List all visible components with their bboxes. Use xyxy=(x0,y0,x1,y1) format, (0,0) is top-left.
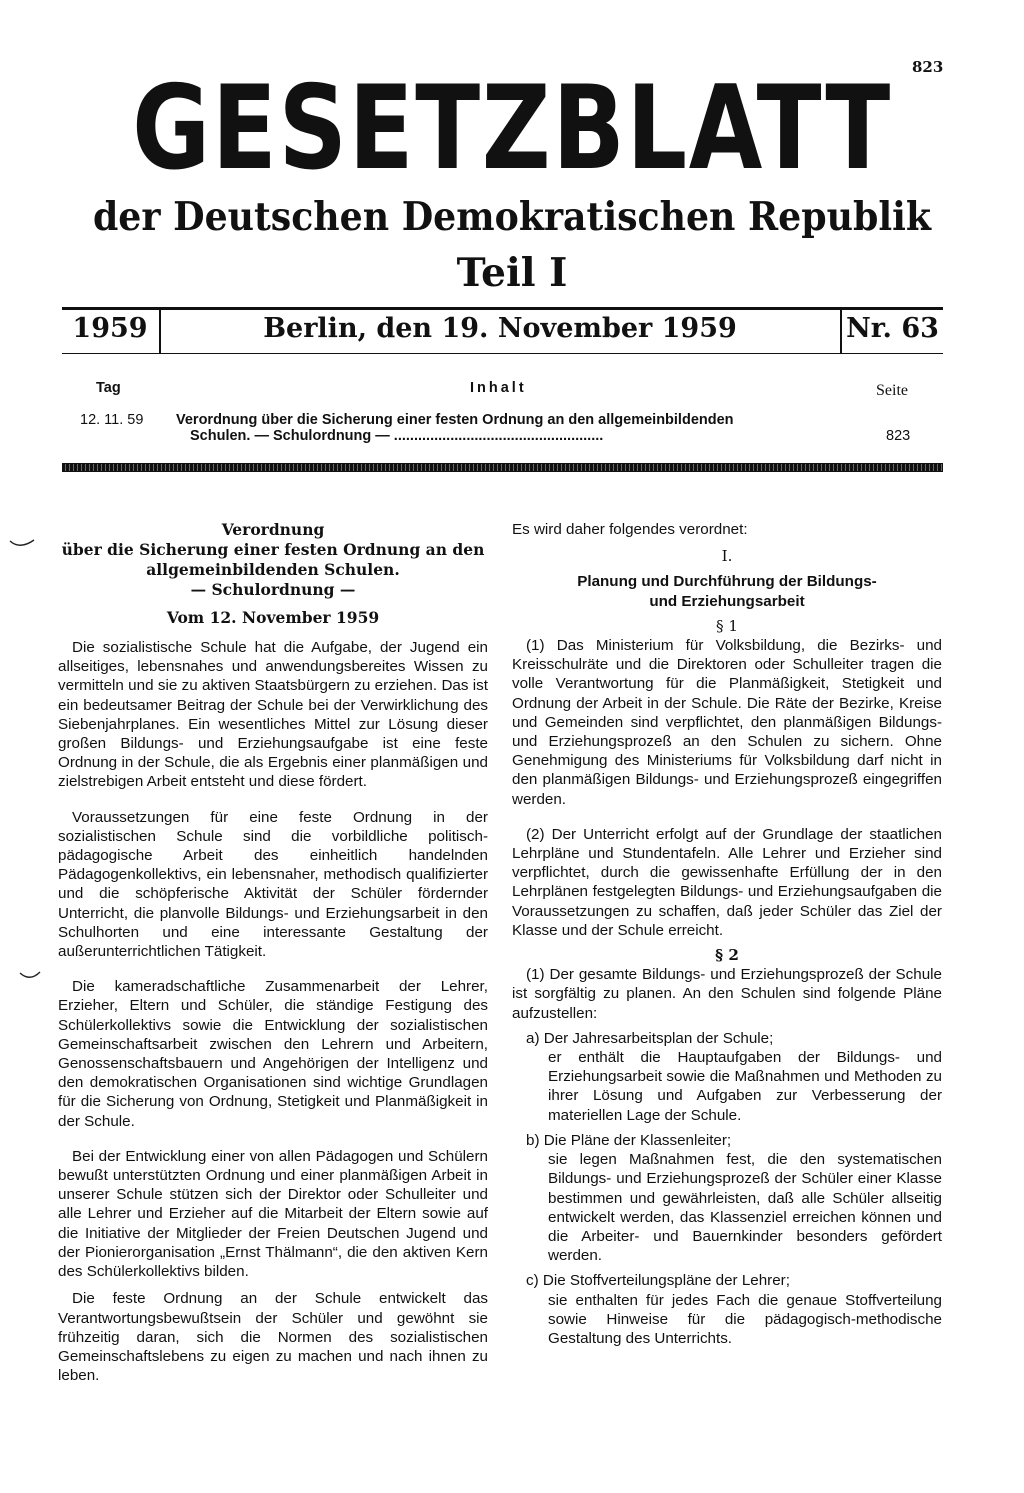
clause-paragraph: (2) Der Unterricht erfolgt auf der Grundlage der staatlichen Lehrpläne und Stundentafeln. Alle Lehrer und Erzieher sind verpflichtet, durch die gewissenhafte Erfüllung der in den Lehrplänen festgelegten Bildungs- und Erziehungsaufgaben die Voraussetzungen zu schaffen, daß jeder Schüler das Ziel der Klasse und der Schule erreicht. xyxy=(512,825,942,939)
contents-entry-date: 12. 11. 59 xyxy=(80,412,144,428)
list-item-label: b) Die Pläne der Klassenleiter; xyxy=(526,1131,732,1149)
contents-entry-page: 823 xyxy=(886,428,911,444)
contents-page-header: Seite xyxy=(876,382,908,399)
preamble-paragraph: Die sozialistische Schule hat die Aufgabe, der Jugend ein allseitiges, lebensnahes und anwendungsbereites Wissen zu vermitteln und sie zu aktiven Staatsbürgern zu erziehen. Das ist ein bedeutsamer Beitrag der Schule bei der Verwirklichung des Siebenjahrplanes. Ein wesentliches Mittel zur Lösung dieser großen Bildungs- und Erziehungsaufgabe ist eine feste Ordnung in der Schule, die als Ergebnis einer planmäßigen und zielstrebigen Arbeit entsteht und diese fördert. xyxy=(58,639,488,791)
paragraph-mark: § 1 xyxy=(715,616,739,635)
list-item-label: c) Die Stoffverteilungspläne der Lehrer; xyxy=(526,1272,790,1290)
list-item-label: a) Der Jahresarbeitsplan der Schule; xyxy=(526,1029,774,1047)
list-item-body: sie enthalten für jedes Fach die genaue Stoffverteilung sowie Hinweise für die pädagogisch-methodische Gestaltung des Unterrichts. xyxy=(548,1291,942,1347)
masthead-part: Teil I xyxy=(456,250,568,296)
left-column xyxy=(58,520,488,1385)
preamble-paragraph: Voraussetzungen für eine feste Ordnung in der sozialistischen Schule sind die vorbildliche politisch-pädagogische Arbeit des einheitlich handelnden Pädagogenkollektivs, ein lebensnaher, methodisch qualifizierter und die schöpferische Aktivität der Schüler fördernder Unterricht, die planvolle Bildungs- und Erziehungsarbeit in den Schulhorten und eine interessante Gestaltung der außerunterrichtlichen Tätigkeit. xyxy=(58,808,488,961)
decree-heading: Verordnung xyxy=(221,520,325,539)
margin-check-mark xyxy=(8,538,36,550)
preamble-paragraph: Bei der Entwicklung einer von allen Pädagogen und Schülern bewußt unterstützten Ordnung und einer planmäßigen Arbeit in unserer Schule stützen sich der Direktor oder Schulleiter und alle Lehrer und Erzieher auf die Mitarbeit der Eltern sowie auf die Initiative der Mitglieder der Freien Deutschen Jugend und der Pionierorganisation „Ernst Thälmann“, die den aktiven Kern des Schülerkollektivs bilden. xyxy=(58,1147,488,1281)
issue-date: Berlin, den 19. November 1959 xyxy=(263,313,737,344)
section-title-line2: und Erziehungsarbeit xyxy=(649,592,805,610)
contents-title-header: Inhalt xyxy=(470,380,527,396)
clause-paragraph: (1) Das Ministerium für Volksbildung, die Bezirks- und Kreisschulräte und die Direktoren oder Schulleiter tragen die volle Verantwortung für die Planmäßigkeit, Stetigkeit und Ordnung der Arbeit in der Schule. Die Räte der Bezirke, Kreise und Gemeinden sind verpflichtet, den planmäßigen Bildungs- und Erziehungsprozeß an den Schulen zu sichern. Ohne Genehmigung des Ministeriums für Volksbildung darf nicht in den planmäßigen Bildungs- und Erziehungsprozeß eingegriffen werden. xyxy=(512,637,942,808)
section-number: I. xyxy=(721,547,733,566)
paragraph-mark: § 2 xyxy=(715,946,739,965)
masthead-subtitle: der Deutschen Demokratischen Republik xyxy=(92,194,932,240)
issue-year: 1959 xyxy=(72,313,148,344)
preamble-paragraph: Die feste Ordnung an der Schule entwickelt das Verantwortungsbewußtsein der Schüler und gewöhnt sie frühzeitig daran, sich die Normen des sozialistischen Gemeinschaftslebens zu eigen zu machen und nach ihnen zu leben. xyxy=(58,1290,488,1385)
issue-number: Nr. 63 xyxy=(846,313,939,344)
page-number: 823 xyxy=(912,58,944,76)
contents-separator xyxy=(62,463,943,472)
contents-day-header: Tag xyxy=(96,380,121,396)
clause-paragraph: (1) Der gesamte Bildungs- und Erziehungsprozeß der Schule ist sorgfältig zu planen. An den Schulen sind folgende Pläne aufzustellen: xyxy=(512,966,942,1022)
decree-heading-line3: allgemeinbildenden Schulen. xyxy=(146,560,400,579)
contents-entry-line1: Verordnung über die Sicherung einer festen Ordnung an den allgemeinbildenden xyxy=(176,412,734,428)
section-title: Planung und Durchführung der Bildungs- xyxy=(577,573,877,591)
issue-bar-bottom-rule xyxy=(62,353,943,354)
issue-bar-top-rule xyxy=(62,307,943,310)
preamble-paragraph: Die kameradschaftliche Zusammenarbeit der Lehrer, Erzieher, Eltern und Schüler, die ständige Festigung des Schülerkollektivs sowie die Entwicklung der sozialistischen Gemeinschaftsarbeit zwischen den Lehrern und Arbeitern, Genossenschaftsbauern und Angehörigen der Intelligenz und den demokratischen Organisationen sind wichtige Grundlagen für die Sicherung von Ordnung, Stetigkeit und Planmäßigkeit in der Schule. xyxy=(58,978,488,1130)
decree-heading-line2: über die Sicherung einer festen Ordnung an den xyxy=(61,540,485,559)
right-column xyxy=(512,520,942,1348)
contents-entry-line2: Schulen. — Schulordnung — .................................................... xyxy=(190,428,604,444)
list-item-body: er enthält die Hauptaufgaben der Bildungs- und Erziehungsarbeit sowie die Maßnahmen und Methoden zu ihrer Lösung und Aufgaben zur Verbesserung der materiellen Lage der Schule. xyxy=(548,1049,942,1124)
list-item-body: sie legen Maßnahmen fest, die den systematischen Bildungs- und Erziehungsprozeß der Schüler einer Klasse bestimmen und gewährleisten, daß alle Schüler allseitig entwickelt werden, das Klassenziel erreichen können und die Arbeiter- und Bauernkinder besonders gefördert werden. xyxy=(548,1151,942,1265)
enactment-intro: Es wird daher folgendes verordnet: xyxy=(512,521,748,538)
masthead-title: GESETZBLATT xyxy=(132,61,892,196)
decree-date: Vom 12. November 1959 xyxy=(166,608,380,627)
decree-subtitle: — Schulordnung — xyxy=(190,580,356,599)
margin-check-mark xyxy=(18,970,46,982)
